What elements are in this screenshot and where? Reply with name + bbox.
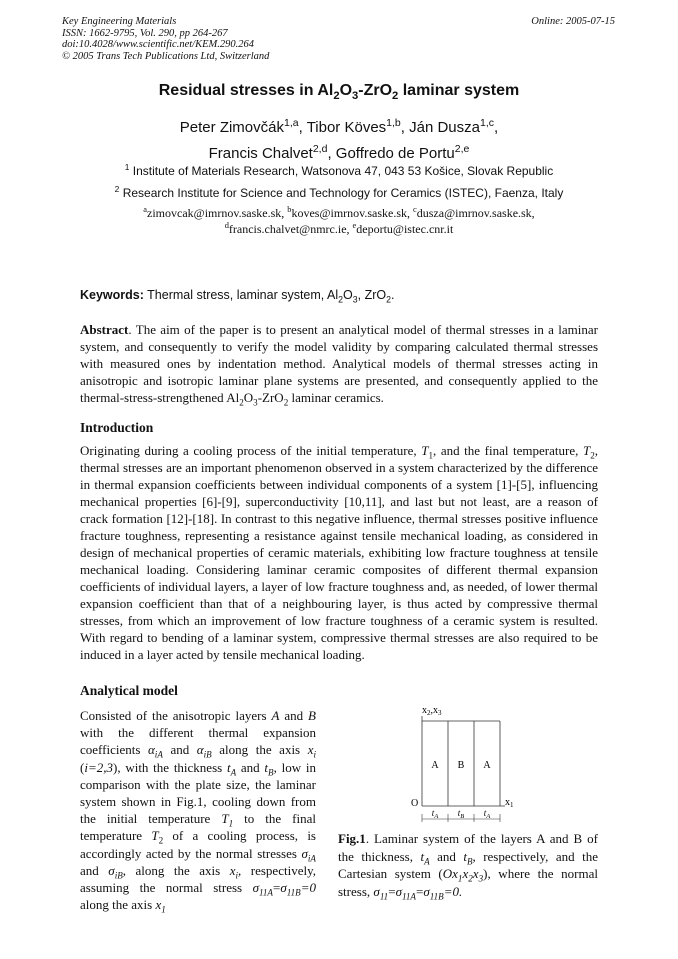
- section-heading-introduction: Introduction: [80, 420, 154, 435]
- author-name: Francis Chalvet: [208, 145, 313, 162]
- email-link[interactable]: dusza@imrnov.saske.sk,: [416, 206, 535, 220]
- email-link[interactable]: deportu@istec.cnr.it: [356, 222, 454, 236]
- keywords: Keywords: Thermal stress, laminar system, $Al_2O_3$, ZrO$_2$.: [80, 288, 395, 305]
- journal-name: Key Engineering Materials: [62, 16, 177, 27]
- email-list: $^a$zimovcak@imrnov.saske.sk, $^b$koves@imrnov.saske.sk, $^c$dusza@imrnov.saske.sk, $^d$francis.chalvet@nmrc.ie, $^e$deportu@istec.cnr.it: [143, 205, 535, 236]
- journal-copyright: © 2005 Trans Tech Publications Ltd, Switzerland: [62, 50, 270, 62]
- author-name: Ján Dusza: [409, 119, 480, 136]
- author-list: Peter Zimovčák$^{1,a}$, Tibor Köves$^{1,b}$, Ján Dusza$^{1,c}$, Francis Chalvet$^{2,d}$, Goffredo de Portu$^{2,e}$: [179, 117, 499, 162]
- journal-doi: doi:10.4028/www.scientific.net/KEM.290.264: [62, 39, 254, 50]
- figure-caption: Fig.1. Laminar system of the layers A and B of the thickness, $t_A$ and $t_B$, respectively, and the Cartesian system $(Ox_1x_2x_3)$, where the normal stress, $\sigma_{11}=\sigma_{11A}=\sigma_{11B}=0$.: [338, 831, 598, 902]
- author-name: Peter Zimovčák: [179, 119, 284, 136]
- journal-header: [62, 16, 269, 62]
- email-link[interactable]: francis.chalvet@nmrc.ie,: [228, 222, 350, 236]
- thickness-label-tb: $t_B$: [457, 808, 465, 820]
- thickness-label-ta: $t_A$: [483, 808, 491, 820]
- axis-label-x2x3: $x_2,x_3$: [422, 705, 442, 717]
- email-link[interactable]: zimovcak@imrnov.saske.sk,: [147, 206, 285, 220]
- thickness-label-ta: $t_A$: [431, 808, 439, 820]
- paper-title: Residual stresses in $Al_2O_3-ZrO_2$ laminar system: [158, 82, 520, 103]
- layer-label-a: A: [483, 760, 491, 771]
- layer-label-a: A: [431, 760, 439, 771]
- section-heading-analytical-model: Analytical model: [80, 683, 178, 698]
- email-link[interactable]: koves@imrnov.saske.sk,: [291, 206, 411, 220]
- journal-issn: ISSN: 1662-9795, Vol. 290, pp 264-267: [62, 27, 228, 39]
- author-name: Tibor Köves: [306, 119, 387, 136]
- analytical-paragraph: Consisted of the anisotropic layers A and B with the different thermal expansion coefficients $\alpha_{iA}$ and $\alpha_{iB}$ along the axis $x_i$ (i=2,3), with the thickness $t_A$ and $t_B$, low in comparison with the plate size, the laminar system shown in Fig.1, cooling down from the initial temperature $T_1$ to the final temperature $T_2$ of a cooling process, is accordingly acted by the normal stresses $\sigma_{iA}$ and $\sigma_{iB}$, along the axis $x_i$, respectively, assuming the normal stress $\sigma_{11A}=\sigma_{11B}=0$ along the axis $x_1$: [80, 708, 316, 915]
- axis-label-x1: $x_1$: [505, 797, 514, 809]
- affiliation-2: $^2$ Research Institute for Science and Technology for Ceramics (ISTEC), Faenza, Italy: [114, 184, 564, 200]
- author-name: Goffredo de Portu: [335, 145, 455, 162]
- origin-label: O: [411, 798, 419, 809]
- affiliation-1: $^1$ Institute of Materials Research, Watsonova 47, 043 53 Košice, Slovak Republic: [124, 162, 554, 178]
- online-date: Online: 2005-07-15: [531, 16, 615, 27]
- layer-label-b: B: [457, 760, 465, 771]
- laminar-system-figure: [405, 702, 525, 824]
- abstract: Abstract. The aim of the paper is to present an analytical model of thermal stresses in a laminar system, and consequently to verify the model validity by comparing calculated thermal stresses with measured ones by indentation method. Analytical models of thermal stresses acting in anisotropic and isotropic laminar plane systems are presented, and consequently applied to the thermal-stress-strengthened $Al_2O_3-ZrO_2$ laminar ceramics.: [80, 322, 598, 408]
- introduction-paragraph: Originating during a cooling process of the initial temperature, $T_1$, and the final temperature, $T_2$, thermal stresses are an important phenomenon observed in a system characterized by the difference in thermal expansion coefficients between individual components of a system [1]-[5], influencing mechanical properties [6]-[9], superconductivity [10,11], and last but not least, are a reason of crack formation [12]-[18]. In contrast to this negative influence, thermal stresses positive influence fracture toughness, representing a resistance against tensile mechanical loading, as considered in design of mechanical properties of ceramic materials, exhibiting low fracture toughness at tensile mechanical loading. Considering laminar ceramic composites of different thermal expansion coefficients of individual layers, a layer of low fracture toughness and, as needed, of lower thermal expansion coefficient than that of a neighbouring layer, is thus acted by compressive thermal stresses, from which an improvement of low fracture toughness of a ceramic system is resulted. With regard to bending of a laminar system, compressive thermal stresses are also required to be induced in a layer acted by tensile mechanical loading.: [80, 443, 598, 662]
